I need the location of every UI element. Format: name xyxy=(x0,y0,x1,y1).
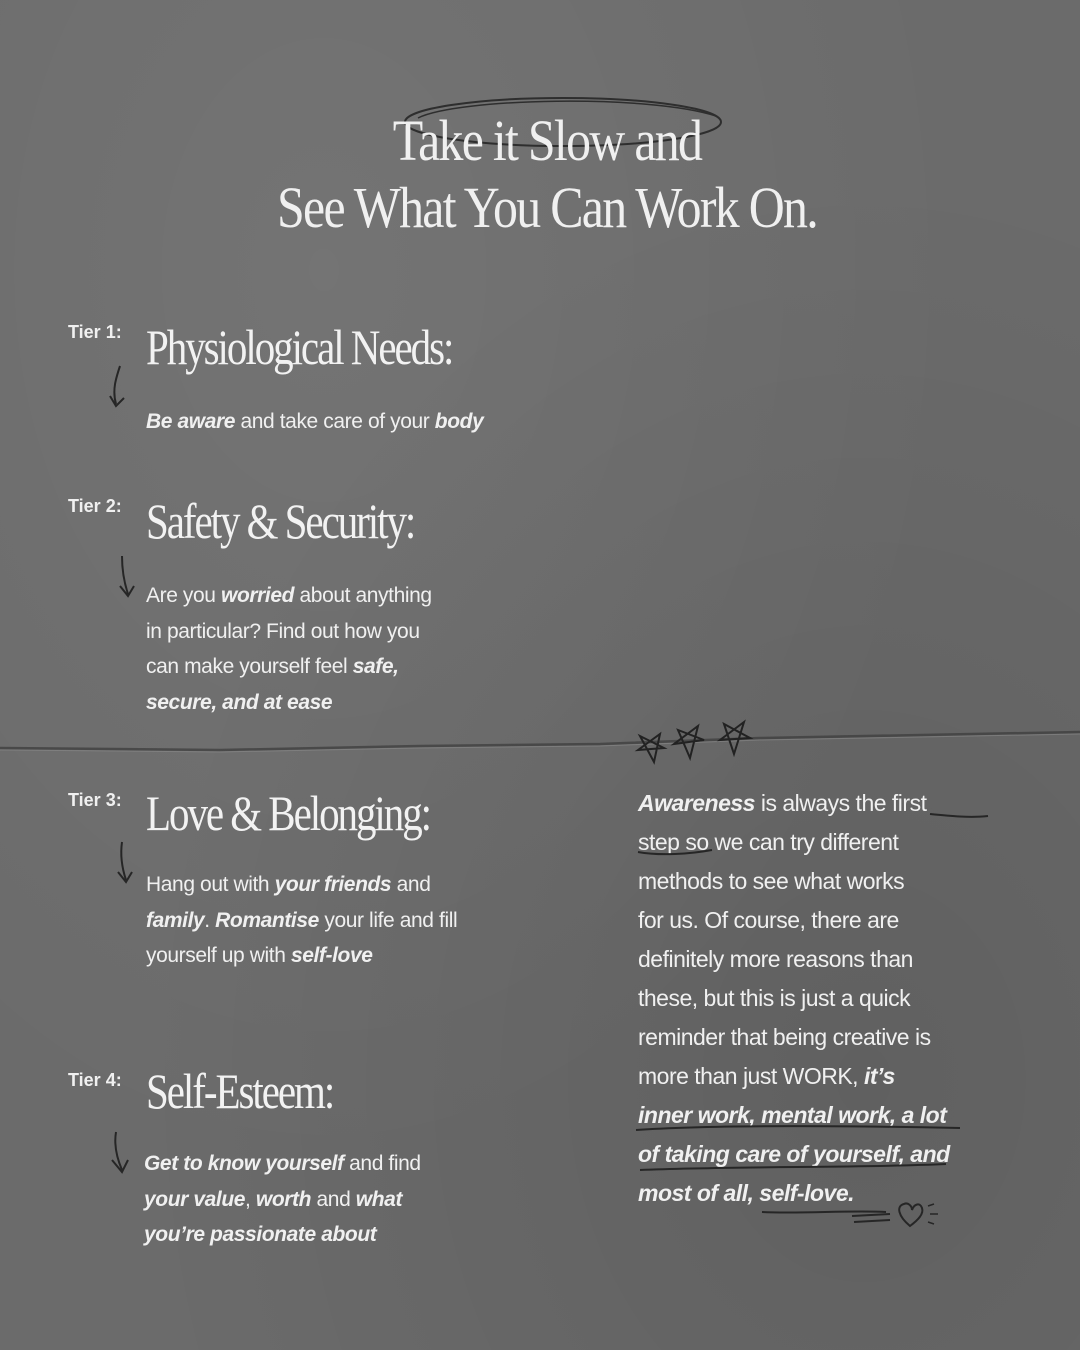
heart-icon xyxy=(850,1196,942,1232)
text-segment: and find xyxy=(343,1152,421,1175)
text-segment: and take care of your xyxy=(235,410,435,433)
tier-4-label: Tier 4: xyxy=(68,1070,122,1090)
text-segment: your friends xyxy=(274,873,392,896)
awareness-note xyxy=(638,784,1038,1213)
text-segment: these, but this is just a quick xyxy=(638,985,911,1011)
text-segment: your life and fill xyxy=(318,908,458,932)
text-segment: it’s xyxy=(863,1063,895,1089)
text-segment: step so we can try different xyxy=(638,829,899,855)
text-segment: your value xyxy=(144,1187,246,1211)
text-segment: , xyxy=(245,1187,256,1211)
text-segment: most of all, self-love. xyxy=(638,1180,854,1206)
text-segment: you’re passionate about xyxy=(144,1223,377,1246)
tier-2-body xyxy=(146,578,432,720)
paper-fold-line xyxy=(0,728,1080,758)
text-segment: worried xyxy=(221,584,295,607)
text-segment: family xyxy=(146,908,205,932)
text-segment: can make yourself feel xyxy=(146,655,353,678)
text-segment: Romantise xyxy=(215,908,319,932)
tier-4-heading: Self-Esteem: xyxy=(146,1063,334,1119)
text-segment: reminder that being creative is xyxy=(638,1024,931,1050)
text-segment: self-love xyxy=(290,944,373,967)
text-segment: inner work, mental work, a lot xyxy=(638,1102,947,1128)
tier-2-label: Tier 2: xyxy=(68,496,122,516)
text-segment: body xyxy=(434,410,484,433)
text-segment: yourself up with xyxy=(146,944,291,967)
text-segment: secure, and at ease xyxy=(146,690,333,714)
tier-3-heading: Love & Belonging: xyxy=(146,785,431,841)
text-segment: more than just WORK, xyxy=(638,1063,864,1089)
text-segment: . xyxy=(204,908,216,932)
text-segment: for us. Of course, there are xyxy=(638,907,899,933)
down-arrow-icon xyxy=(114,554,140,600)
text-segment: safe, xyxy=(352,655,399,678)
tier-3-body xyxy=(146,867,457,974)
text-segment: Are you xyxy=(146,584,222,607)
stars-icon xyxy=(632,718,762,774)
down-arrow-icon xyxy=(112,840,138,886)
tier-1-body xyxy=(146,404,483,440)
text-segment: and xyxy=(391,873,431,896)
text-segment: is always the first xyxy=(754,790,927,816)
tier-2-heading: Safety & Security: xyxy=(146,493,415,549)
text-segment: Awareness xyxy=(638,790,755,816)
text-segment: what xyxy=(355,1187,403,1211)
text-segment: definitely more reasons than xyxy=(638,946,913,972)
text-segment: in particular? Find out how you xyxy=(146,619,420,643)
text-segment: methods to see what works xyxy=(638,868,905,894)
tier-3-label: Tier 3: xyxy=(68,790,122,810)
text-segment: of taking care of yourself, and xyxy=(638,1141,950,1167)
text-segment: worth xyxy=(255,1187,312,1211)
text-segment: Hang out with xyxy=(146,873,275,896)
tier-1-heading: Physiological Needs: xyxy=(146,319,453,375)
down-arrow-icon xyxy=(106,364,132,410)
tier-1-label: Tier 1: xyxy=(68,322,122,342)
tier-4-body xyxy=(144,1146,421,1253)
page-title-line-2: See What You Can Work On. xyxy=(277,175,817,240)
page-title-line-1: Take it Slow and xyxy=(392,108,702,173)
text-segment: and xyxy=(311,1187,356,1211)
down-arrow-icon xyxy=(108,1130,134,1176)
text-segment: about anything xyxy=(294,584,432,607)
text-segment: Get to know yourself xyxy=(144,1152,344,1175)
text-segment: Be aware xyxy=(146,410,236,433)
